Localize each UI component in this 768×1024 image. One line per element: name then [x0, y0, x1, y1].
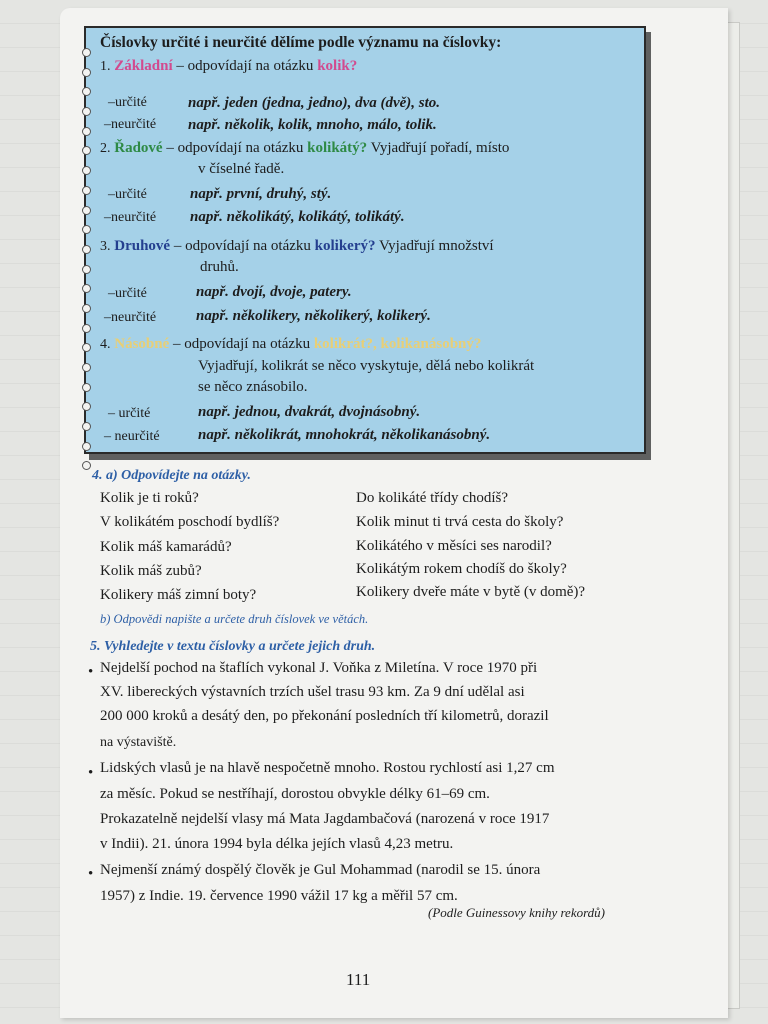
group-1-desc: – odpovídají na otázku: [176, 58, 314, 74]
hole-icon: [82, 87, 91, 96]
group-4-name: Násobné: [114, 336, 170, 352]
task-4-question-right-2: Kolik minut ti trvá cesta do školy?: [356, 514, 564, 530]
group-3-desc-line: druhů.: [200, 259, 239, 275]
group-2-number: 2.: [100, 141, 111, 156]
paragraph-1-line-2: XV. libereckých výstavních trzích ušel trasu 93 km. Za 9 dní udělal asi: [100, 684, 525, 700]
group-1-question: kolik?: [317, 58, 358, 74]
hole-icon: [82, 284, 91, 293]
hole-icon: [82, 146, 91, 155]
group-4-number: 4.: [100, 337, 111, 352]
group-1-name: Základní: [114, 58, 173, 74]
paragraph-1-line-4: na výstaviště.: [100, 735, 177, 750]
box-heading: Číslovky určité i neurčité dělíme podle významu na číslovky:: [100, 34, 502, 51]
group-3-desc: – odpovídají na otázku: [173, 238, 311, 254]
task-4-question-right-4: Kolikátým rokem chodíš do školy?: [356, 561, 567, 577]
hole-icon: [82, 206, 91, 215]
group-4-desc-line-2: se něco znásobilo.: [198, 379, 308, 395]
group-1-urcite-label: –určité: [108, 95, 147, 110]
hole-icon: [82, 383, 91, 392]
task-4-question-right-3: Kolikátého v měsíci ses narodil?: [356, 538, 552, 554]
group-3-desc-extra: Vyjadřují množství: [378, 238, 494, 254]
group-1-neurcite-example: např. několik, kolik, mnoho, málo, tolik.: [188, 117, 437, 133]
group-2-desc-line: v číselné řadě.: [198, 161, 285, 177]
group-3-neurcite-label: –neurčité: [104, 310, 157, 325]
task-4-question-right-5: Kolikery dveře máte v bytě (v domě)?: [356, 584, 586, 600]
bullet-3-icon: •: [88, 866, 94, 882]
hole-icon: [82, 225, 91, 234]
hole-icon: [82, 324, 91, 333]
group-4-urcite-example: např. jednou, dvakrát, dvojnásobný.: [198, 404, 421, 420]
paragraph-2-line-1: Lidských vlasů je na hlavě nespočetně mnoho. Rostou rychlostí asi 1,27 cm: [100, 760, 555, 776]
group-1-number: 1.: [100, 59, 111, 74]
group-2-urcite-example: např. první, druhý, stý.: [190, 186, 332, 202]
group-1-line: [100, 58, 357, 75]
group-1-urcite-example: např. jeden (jedna, jedno), dva (dvě), sto.: [188, 95, 441, 111]
task-4-question-left-1: Kolik je ti roků?: [100, 490, 199, 506]
hole-icon: [82, 245, 91, 254]
group-3-name: Druhové: [114, 238, 171, 254]
task-4-question-left-4: Kolik máš zubů?: [100, 563, 202, 579]
hole-icon: [82, 422, 91, 431]
group-3-urcite-label: –určité: [108, 286, 147, 301]
group-3-line: [100, 238, 494, 255]
group-4-desc: – odpovídají na otázku: [173, 336, 311, 352]
group-4-urcite-label: – určité: [108, 406, 151, 421]
group-3-neurcite-example: např. několikery, několikerý, kolikerý.: [196, 308, 431, 324]
source-citation: (Podle Guinessovy knihy rekordů): [428, 905, 606, 920]
group-3-urcite-example: např. dvojí, dvoje, patery.: [196, 284, 352, 300]
hole-icon: [82, 461, 91, 470]
hole-icon: [82, 265, 91, 274]
group-2-urcite-label: –určité: [108, 187, 147, 202]
group-2-neurcite-example: např. několikátý, kolikátý, tolikátý.: [190, 209, 405, 225]
task-5-title: 5. Vyhledejte v textu číslovky a určete jejich druh.: [90, 639, 376, 654]
group-2-name: Řadové: [114, 140, 163, 156]
group-2-line: [100, 140, 509, 157]
paragraph-1-line-1: Nejdelší pochod na štaflích vykonal J. Voňka z Miletína. V roce 1970 při: [100, 660, 538, 676]
task-4-b-instruction: b) Odpovědi napište a určete druh číslovek ve větách.: [100, 612, 369, 626]
hole-icon: [82, 304, 91, 313]
paragraph-2-line-4: v Indii). 21. února 1994 byla délka jejích vlasů 4,23 metru.: [100, 836, 454, 852]
paragraph-3-line-2: 1957) z Indie. 19. července 1990 vážil 17 kg a měřil 57 cm.: [100, 888, 458, 904]
task-4-question-right-1: Do kolikáté třídy chodíš?: [356, 490, 509, 506]
group-2-desc-extra: Vyjadřují pořadí, místo: [370, 140, 510, 156]
hole-icon: [82, 343, 91, 352]
group-4-neurcite-example: např. několikrát, mnohokrát, několikanásobný.: [198, 427, 491, 443]
group-3-question: kolikerý?: [314, 238, 376, 254]
task-4-question-left-2: V kolikátém poschodí bydlíš?: [100, 514, 280, 530]
hole-icon: [82, 48, 91, 57]
hole-icon: [82, 127, 91, 136]
group-2-question: kolikátý?: [307, 140, 368, 156]
hole-icon: [82, 442, 91, 451]
bullet-2-icon: •: [88, 765, 94, 781]
group-1-neurcite-label: –neurčité: [104, 117, 157, 132]
hole-icon: [82, 186, 91, 195]
hole-icon: [82, 363, 91, 372]
paragraph-3-line-1: Nejmenší známý dospělý člověk je Gul Mohammad (narodil se 15. února: [100, 862, 541, 878]
group-2-desc: – odpovídají na otázku: [166, 140, 304, 156]
task-4-question-left-5: Kolikery máš zimní boty?: [100, 587, 257, 603]
task-4-title: 4. a) Odpovídejte na otázky.: [92, 468, 251, 483]
hole-icon: [82, 107, 91, 116]
group-4-line: [100, 336, 481, 353]
paragraph-2-line-2: za měsíc. Pokud se nestříhají, dorostou obvykle délky 61–69 cm.: [100, 786, 490, 802]
group-4-desc-line-1: Vyjadřují, kolikrát se něco vyskytuje, dělá nebo kolikrát: [198, 358, 535, 374]
group-3-number: 3.: [100, 239, 111, 254]
bullet-1-icon: •: [88, 664, 94, 680]
group-4-question: kolikrát?, kolikanásobný?: [313, 336, 482, 352]
page-number: 111: [346, 970, 371, 989]
paragraph-1-line-3: 200 000 kroků a desátý den, po překonání posledních tří kilometrů, dorazil: [100, 708, 549, 724]
task-4-question-left-3: Kolik máš kamarádů?: [100, 539, 232, 555]
binding-holes: [82, 48, 94, 481]
hole-icon: [82, 402, 91, 411]
paragraph-2-line-3: Prokazatelně nejdelší vlasy má Mata Jagdambačová (narozená v roce 1917: [100, 811, 550, 827]
hole-icon: [82, 166, 91, 175]
group-2-neurcite-label: –neurčité: [104, 210, 157, 225]
hole-icon: [82, 68, 91, 77]
group-4-neurcite-label: – neurčité: [104, 429, 160, 444]
